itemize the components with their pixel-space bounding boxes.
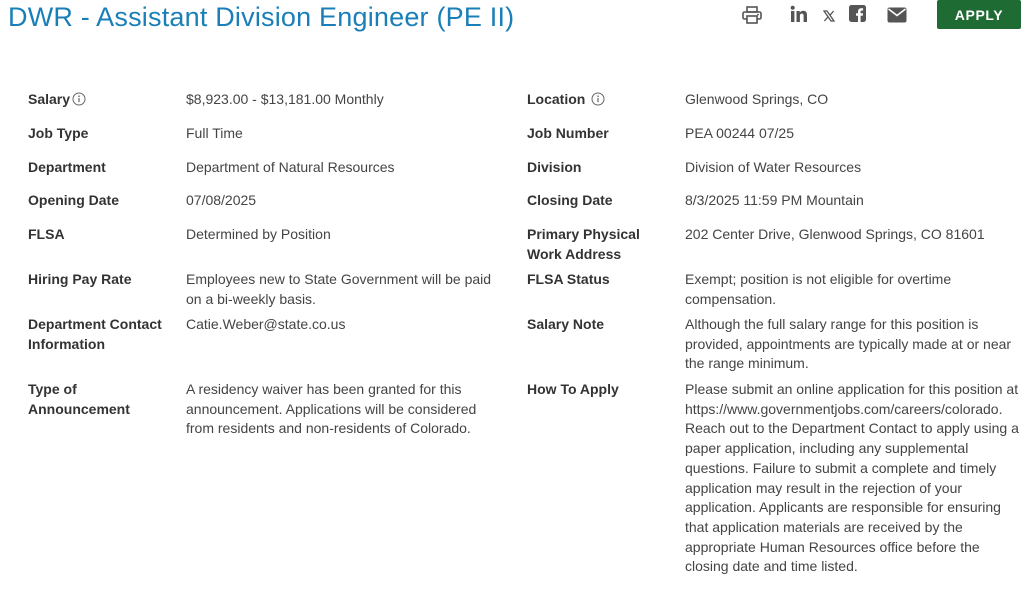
facebook-icon[interactable] xyxy=(849,5,866,22)
job-header xyxy=(0,0,1024,40)
detail-value: Please submit an online application for this position at https://www.governmentjobs.com/careers/colorado. Reach out to the Department Contact to apply using a paper application, including any supplemental questions. Failure to submit a complete and timely application may result in the rejection of your application. Applicants are responsible for ensuring that application materials are received by the appropriate Human Resources office before the closing date and time listed. xyxy=(685,381,1019,575)
detail-value: Full Time xyxy=(186,125,243,141)
detail-value: 8/3/2025 11:59 PM Mountain xyxy=(685,192,864,208)
detail-label: Closing Date xyxy=(527,192,613,208)
detail-value: $8,923.00 - $13,181.00 Monthly xyxy=(186,91,384,107)
detail-label: Job Number xyxy=(527,125,609,141)
detail-label: How To Apply xyxy=(527,381,619,397)
detail-label: Opening Date xyxy=(28,192,120,208)
detail-value: Exempt; position is not eligible for overtime compensation. xyxy=(685,271,952,307)
mail-icon[interactable] xyxy=(887,7,907,23)
x-icon[interactable] xyxy=(823,10,835,22)
detail-value: 202 Center Drive, Glenwood Springs, CO 81601 xyxy=(685,226,985,242)
detail-label xyxy=(28,90,178,112)
detail-label: Hiring Pay Rate xyxy=(28,271,132,287)
detail-value[interactable]: Catie.Weber@state.co.us xyxy=(186,316,346,332)
info-icon[interactable] xyxy=(72,92,86,112)
detail-label: FLSA xyxy=(28,226,65,242)
linkedin-icon[interactable] xyxy=(790,5,808,23)
location-label: Location xyxy=(527,91,586,107)
info-icon[interactable] xyxy=(591,92,605,112)
detail-value: Department of Natural Resources xyxy=(186,159,395,175)
detail-label: Type of Announcement xyxy=(28,381,130,417)
detail-value: A residency waiver has been granted for this announcement. Applications will be considered from residents and non-residents of Colorado. xyxy=(186,381,477,437)
apply-button[interactable]: APPLY xyxy=(937,0,1021,29)
salary-label: Salary xyxy=(28,91,71,107)
detail-value: 07/08/2025 xyxy=(186,192,257,208)
detail-label: Department xyxy=(28,159,106,175)
job-title: DWR - Assistant Division Engineer (PE II) xyxy=(8,2,515,32)
detail-value: PEA 00244 07/25 xyxy=(685,125,794,141)
detail-value: Although the full salary range for this position is provided, appointments are typically made at or near the range minimum. xyxy=(685,316,1012,372)
detail-value: Glenwood Springs, CO xyxy=(685,91,829,107)
detail-label: Primary Physical Work Address xyxy=(527,226,640,262)
detail-label: Job Type xyxy=(28,125,89,141)
detail-label: Division xyxy=(527,159,582,175)
print-icon[interactable] xyxy=(742,6,762,24)
detail-label: Department Contact Information xyxy=(28,316,162,352)
detail-value: Division of Water Resources xyxy=(685,159,862,175)
detail-value: Employees new to State Government will be paid on a bi-weekly basis. xyxy=(186,271,492,307)
detail-label: Salary Note xyxy=(527,316,605,332)
detail-value: Determined by Position xyxy=(186,226,331,242)
detail-label xyxy=(527,90,677,112)
detail-label: FLSA Status xyxy=(527,271,610,287)
